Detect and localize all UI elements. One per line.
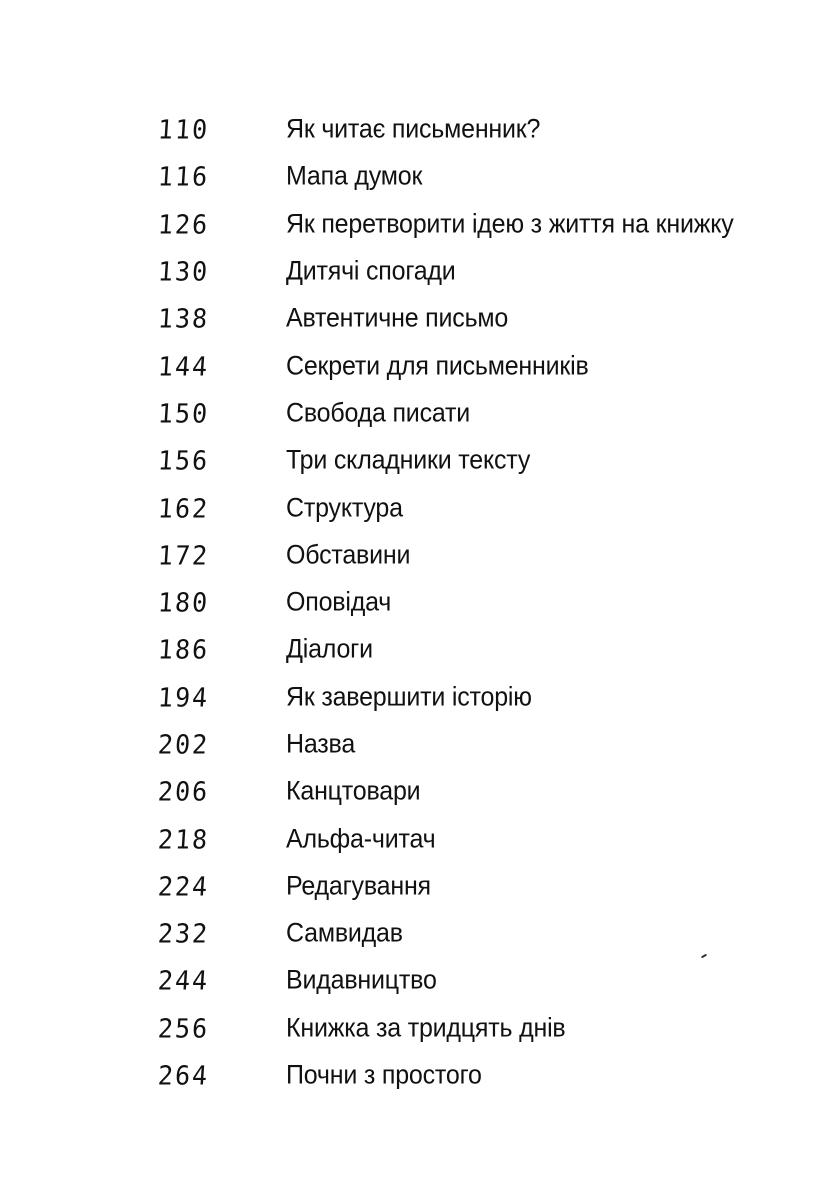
toc-chapter-title: Діалоги: [286, 634, 373, 665]
toc-page-number: 116: [156, 161, 211, 193]
toc-chapter-title: Самвидав: [286, 918, 403, 949]
toc-entry: [0, 768, 827, 815]
toc-entry: [0, 106, 827, 153]
toc-entry: [0, 1052, 827, 1099]
toc-page-number: 264: [156, 1060, 211, 1091]
toc-chapter-title: Дитячі спогади: [286, 255, 456, 287]
toc-entry: [0, 626, 827, 673]
toc-chapter-title: Свобода писати: [286, 397, 471, 429]
toc-chapter-title: Книжка за тридцять днів: [286, 1012, 566, 1043]
toc-page-number: 186: [156, 634, 211, 666]
toc-page-number: 218: [156, 823, 211, 855]
toc-entry: [0, 957, 827, 1004]
toc-chapter-title: Структура: [286, 492, 403, 523]
toc-entry: [0, 674, 827, 721]
toc-page-number: 244: [156, 965, 211, 997]
toc-page-number: 126: [156, 209, 211, 240]
toc-entry: [0, 248, 827, 295]
toc-chapter-title: Оповідач: [286, 586, 392, 618]
toc-entry: [0, 910, 827, 957]
table-of-contents: [0, 106, 827, 1099]
toc-page-number: 224: [156, 871, 211, 902]
toc-chapter-title: Як завершити історію: [286, 681, 532, 712]
toc-entry: [0, 1005, 827, 1052]
toc-page-number: 194: [156, 681, 211, 713]
toc-chapter-title: Альфа-читач: [286, 823, 436, 854]
toc-chapter-title: Секрети для письменників: [286, 350, 589, 381]
toc-chapter-title: Обставини: [286, 539, 411, 570]
toc-page-number: 180: [156, 587, 211, 618]
toc-chapter-title: Почни з простого: [286, 1059, 482, 1091]
toc-chapter-title: Як перетворити ідею з життя на книжку: [286, 208, 734, 239]
toc-page-number: 162: [156, 492, 211, 524]
toc-entry: [0, 153, 827, 200]
toc-entry: [0, 295, 827, 342]
toc-page-number: 206: [156, 776, 211, 808]
toc-chapter-title: Видавництво: [286, 965, 437, 996]
toc-entry: [0, 437, 827, 484]
toc-chapter-title: Канцтовари: [286, 776, 421, 807]
toc-page-number: 150: [156, 398, 211, 429]
toc-entry: [0, 342, 827, 389]
toc-page-number: 138: [156, 303, 211, 335]
toc-page-number: 232: [156, 918, 211, 949]
toc-chapter-title: Як читає письменник?: [286, 113, 541, 145]
toc-page-number: 256: [156, 1013, 211, 1044]
toc-chapter-title: Редагування: [286, 870, 431, 901]
toc-page-number: 130: [156, 256, 211, 287]
toc-chapter-title: Автентичне письмо: [286, 303, 509, 334]
toc-chapter-title: Мапа думок: [286, 161, 423, 192]
toc-page-number: 202: [156, 729, 211, 760]
toc-page-number: 172: [156, 540, 211, 571]
toc-entry: [0, 201, 827, 248]
toc-entry: [0, 863, 827, 910]
toc-page-number: 156: [156, 445, 211, 476]
toc-page-number: 110: [156, 114, 211, 145]
toc-page-number: 144: [156, 350, 211, 382]
toc-entry: [0, 484, 827, 531]
toc-entry: [0, 721, 827, 768]
toc-chapter-title: Назва: [286, 728, 356, 760]
toc-entry: [0, 390, 827, 437]
toc-entry: [0, 532, 827, 579]
toc-entry: [0, 815, 827, 862]
toc-entry: [0, 579, 827, 626]
toc-chapter-title: Три складники тексту: [286, 445, 531, 476]
